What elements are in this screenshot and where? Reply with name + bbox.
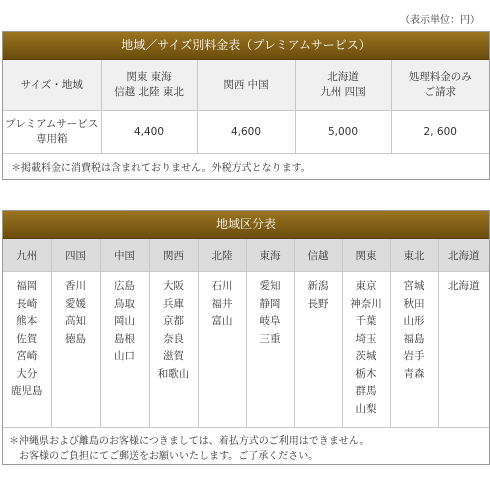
header-line: 処理料金のみ xyxy=(408,71,472,83)
price-cell: 5,000 xyxy=(295,111,391,154)
region-prefecture-cell xyxy=(51,272,100,428)
prefecture-name: 茨城 xyxy=(355,350,377,362)
region-group-header xyxy=(295,60,391,111)
region-section-title: 地域区分表 xyxy=(3,211,489,239)
region-header-row xyxy=(3,239,489,272)
region-prefecture-cell xyxy=(294,272,342,428)
prefecture-name: 埼玉 xyxy=(355,332,377,345)
price-section xyxy=(2,31,490,180)
prefecture-name: 青森 xyxy=(403,367,425,380)
header-line: 信越 北陸 東北 xyxy=(114,86,184,98)
prefecture-name: 三重 xyxy=(259,332,281,345)
region-body-row xyxy=(3,272,489,428)
prefecture-name: 徳島 xyxy=(65,332,86,345)
unit-note: （表示単位：円） xyxy=(400,15,480,26)
prefecture-name: 香川 xyxy=(65,280,86,292)
prefecture-name: 福井 xyxy=(211,297,233,310)
region-prefecture-cell xyxy=(342,272,390,428)
prefecture-name: 長崎 xyxy=(16,297,38,310)
prefecture-name: 静岡 xyxy=(259,297,281,310)
prefecture-name: 富山 xyxy=(211,315,233,327)
service-label-line: 専用箱 xyxy=(36,133,68,145)
region-table xyxy=(3,239,489,428)
region-group-header xyxy=(101,60,197,111)
region-group-header xyxy=(197,60,295,111)
region-section xyxy=(2,210,490,465)
region-header-cell: 関東 xyxy=(342,239,390,272)
region-prefecture-cell xyxy=(100,272,149,428)
region-header-cell: 関西 xyxy=(149,239,198,272)
region-prefecture-cell xyxy=(390,272,438,428)
prefecture-name: 和歌山 xyxy=(157,367,190,380)
prefecture-name: 大阪 xyxy=(163,280,184,292)
prefecture-name: 広島 xyxy=(114,280,135,292)
header-line: 関西 中国 xyxy=(223,78,269,91)
prefecture-name: 鹿児島 xyxy=(11,385,43,397)
prefecture-name: 石川 xyxy=(211,280,233,292)
prefecture-name: 長野 xyxy=(307,297,329,310)
prefecture-name: 群馬 xyxy=(355,385,377,397)
note-line: ＊沖縄県および離島のお客様につきましては、着払方式のご利用はできません。 xyxy=(9,436,370,447)
okinawa-note xyxy=(3,428,489,464)
region-header-cell: 北海道 xyxy=(438,239,489,272)
header-line: 関東 東海 xyxy=(126,71,172,83)
prefecture-name: 熊本 xyxy=(16,315,38,327)
prefecture-name: 神奈川 xyxy=(350,297,382,310)
header-line: 九州 四国 xyxy=(320,86,366,98)
prefecture-name: 千葉 xyxy=(355,315,377,327)
prefecture-name: 秋田 xyxy=(403,297,425,310)
price-row xyxy=(3,111,489,154)
prefecture-name: 兵庫 xyxy=(163,297,184,310)
processing-fee-header xyxy=(391,60,489,111)
region-header-cell: 東北 xyxy=(390,239,438,272)
prefecture-name: 山梨 xyxy=(355,402,377,415)
price-cell: 2, 600 xyxy=(391,111,489,154)
note-line: お客様のご負担にてご郵送をお願いいたします。ご了承ください。 xyxy=(19,451,319,462)
region-prefecture-cell xyxy=(246,272,294,428)
region-header-cell: 東海 xyxy=(246,239,294,272)
prefecture-name: 奈良 xyxy=(163,332,184,345)
prefecture-name: 大分 xyxy=(16,367,38,380)
prefecture-name: 佐賀 xyxy=(16,332,38,345)
prefecture-name: 岡山 xyxy=(114,315,135,327)
region-header-cell: 九州 xyxy=(3,239,51,272)
price-table xyxy=(3,60,489,154)
prefecture-name: 北海道 xyxy=(448,280,480,292)
prefecture-name: 山口 xyxy=(114,350,135,362)
region-header-cell: 信越 xyxy=(294,239,342,272)
header-line: 北海道 xyxy=(327,71,359,83)
prefecture-name: 東京 xyxy=(355,280,377,292)
prefecture-name: 鳥取 xyxy=(114,297,135,310)
price-header-row xyxy=(3,60,489,111)
price-section-title: 地域／サイズ別料金表（プレミアムサービス） xyxy=(3,32,489,60)
prefecture-name: 宮崎 xyxy=(16,350,38,362)
prefecture-name: 岐阜 xyxy=(259,315,281,327)
service-label-line: プレミアムサービス xyxy=(5,118,99,130)
price-cell: 4,400 xyxy=(101,111,197,154)
prefecture-name: 愛媛 xyxy=(65,297,86,310)
prefecture-name: 高知 xyxy=(65,315,86,327)
prefecture-name: 山形 xyxy=(403,315,425,327)
prefecture-name: 福岡 xyxy=(16,280,38,292)
region-prefecture-cell xyxy=(198,272,246,428)
region-header-cell: 四国 xyxy=(51,239,100,272)
prefecture-name: 新潟 xyxy=(307,280,329,292)
prefecture-name: 宮城 xyxy=(403,280,425,292)
prefecture-name: 滋賀 xyxy=(163,350,184,362)
region-prefecture-cell xyxy=(3,272,51,428)
prefecture-name: 岩手 xyxy=(403,350,425,362)
size-region-header: サイズ・地域 xyxy=(3,60,101,111)
prefecture-name: 愛知 xyxy=(259,280,281,292)
region-header-cell: 北陸 xyxy=(198,239,246,272)
prefecture-name: 福島 xyxy=(403,332,425,345)
region-prefecture-cell xyxy=(438,272,489,428)
region-prefecture-cell xyxy=(149,272,198,428)
prefecture-name: 栃木 xyxy=(355,367,377,380)
tax-note: ＊掲載料金に消費税は含まれておりません。外税方式となります。 xyxy=(11,163,311,174)
prefecture-name: 京都 xyxy=(163,315,184,327)
service-label xyxy=(3,111,101,154)
region-header-cell: 中国 xyxy=(100,239,149,272)
price-cell: 4,600 xyxy=(197,111,295,154)
header-line: ご請求 xyxy=(424,86,456,98)
prefecture-name: 島根 xyxy=(114,332,135,345)
